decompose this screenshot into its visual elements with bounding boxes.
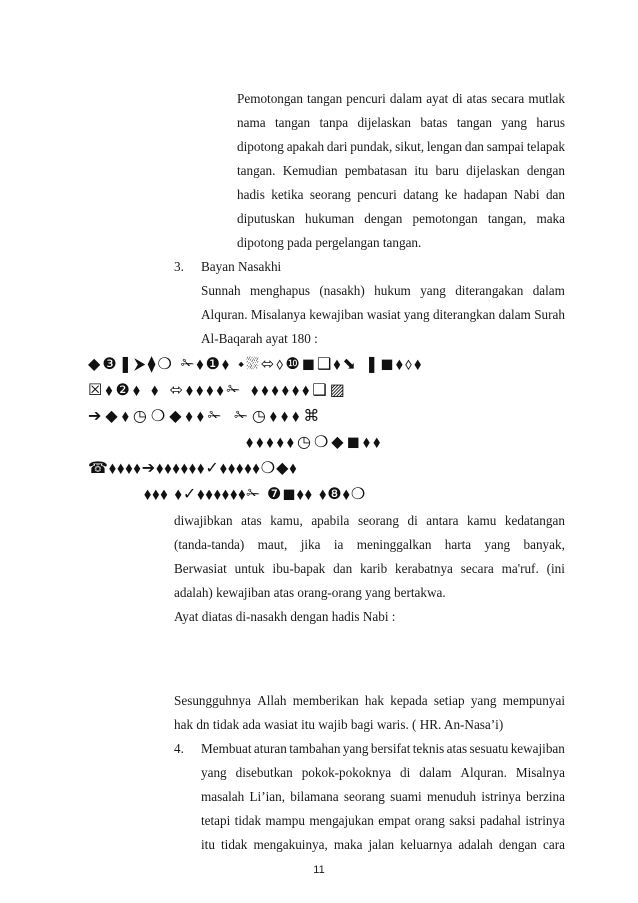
paragraph-line: Al-Baqarah ayat 180 :	[201, 331, 318, 346]
arabic-verse-line: ⬧⬧⬧⬧⬧◷❍◆◼⬧⬧	[246, 432, 384, 451]
word: menghapus	[249, 283, 311, 298]
word: mempunyai	[502, 693, 565, 708]
word: adalah	[458, 837, 493, 852]
word: atas	[466, 91, 488, 106]
word: diterangakan	[455, 283, 524, 298]
word: tidak	[234, 813, 262, 828]
paragraph-line	[201, 280, 565, 302]
word: bersifat	[370, 741, 411, 756]
word: batas	[420, 115, 448, 130]
word: lengan	[426, 139, 463, 154]
word: sesuatu	[469, 741, 509, 756]
word: dengan	[526, 163, 565, 178]
word: atas	[241, 513, 262, 528]
word: teknis	[412, 741, 445, 756]
word: suami	[390, 789, 422, 804]
word: ma'ruf.	[501, 561, 539, 576]
word: untuk	[234, 561, 265, 576]
word: kedatangan	[504, 513, 565, 528]
word: pencuri	[357, 187, 397, 202]
paragraph-line: hak dn tidak ada wasiat itu wajib bagi waris. ( HR. An-Nasa’i)	[174, 717, 504, 732]
word: empat	[378, 813, 411, 828]
word: pencuri	[346, 91, 386, 106]
word: seorang	[357, 513, 399, 528]
word: di	[407, 513, 418, 528]
paragraph-line	[237, 184, 565, 206]
word: sikut,	[395, 139, 425, 154]
word: Misalnya	[515, 765, 565, 780]
word: apakah	[286, 139, 325, 154]
arabic-verse-line: ➔◆⬧◷❍◆⬧⬧✁ ✁◷⬧⬧⬧⌘	[88, 406, 324, 425]
word: hadapan	[463, 187, 508, 202]
word: dalam	[498, 307, 531, 322]
word: atas	[446, 741, 468, 756]
word: itu	[201, 837, 215, 852]
word: seorang	[309, 187, 351, 202]
word: Sunnah	[201, 283, 241, 298]
word: tangan	[307, 91, 343, 106]
word: Sesungguhnya	[174, 693, 251, 708]
word: (ini	[546, 561, 565, 576]
word: maka	[333, 837, 363, 852]
list-number: 3.	[174, 259, 184, 274]
paragraph-line	[237, 208, 565, 230]
word: padahal	[479, 813, 521, 828]
word: menuduh	[426, 789, 477, 804]
word: apabila	[311, 513, 350, 528]
paragraph-line	[201, 810, 565, 832]
word: ke	[444, 187, 458, 202]
word: Li’ian,	[249, 789, 286, 804]
word: tangan	[456, 115, 492, 130]
word: dipotong	[237, 139, 284, 154]
paragraph-line	[174, 558, 565, 580]
word: hukuman	[305, 211, 355, 226]
word: kamu	[467, 513, 497, 528]
word: jalan	[368, 837, 395, 852]
word: di	[452, 91, 463, 106]
word: nama	[237, 115, 266, 130]
word: Nabi	[513, 187, 540, 202]
word: dari	[326, 139, 348, 154]
word: hadis	[237, 187, 265, 202]
word: itu	[414, 163, 429, 178]
word: yang	[484, 537, 511, 552]
word: pokok-pokoknya	[301, 765, 392, 780]
word: saksi	[449, 813, 476, 828]
word: dalam	[532, 283, 565, 298]
paragraph-line	[174, 534, 565, 556]
word: yang	[501, 115, 527, 130]
word: kewajiban	[510, 741, 565, 756]
word: ia	[333, 537, 344, 552]
word: karib	[360, 561, 388, 576]
word: mengakuinya,	[253, 837, 328, 852]
word: (tanda-tanda)	[174, 537, 245, 552]
word: pembatasan	[344, 163, 408, 178]
word: yang	[403, 307, 430, 322]
word: datang	[403, 187, 439, 202]
word: antara	[426, 513, 459, 528]
paragraph-line	[201, 762, 565, 784]
list-number: 4.	[174, 741, 184, 756]
word: ketika	[271, 187, 304, 202]
word: berzina	[526, 789, 565, 804]
word: Surah	[534, 307, 565, 322]
word: sampai	[486, 139, 525, 154]
word: yang	[342, 741, 369, 756]
word: keluarnya	[400, 837, 453, 852]
word: tangan.	[237, 163, 276, 178]
paragraph-line: adalah) kewajiban atas orang-orang yang bertakwa.	[174, 585, 446, 600]
word: dengan	[498, 837, 537, 852]
word: mampu	[265, 813, 305, 828]
word: Membuat	[201, 741, 252, 756]
word: mengajukan	[309, 813, 374, 828]
word: yang	[470, 693, 497, 708]
word: tanpa	[319, 115, 349, 130]
word: tetapi	[201, 813, 231, 828]
word: disebutkan	[235, 765, 293, 780]
word: (nasakh)	[319, 283, 365, 298]
word: harus	[536, 115, 565, 130]
paragraph-line: dipotong pada pergelangan tangan.	[237, 235, 422, 250]
word: banyak,	[523, 537, 565, 552]
word: dalam	[389, 91, 423, 106]
word: secara	[491, 91, 525, 106]
word: mutlak	[528, 91, 565, 106]
section-heading: Bayan Nasakhi	[201, 259, 282, 274]
word: aturan	[253, 741, 287, 756]
word: Misalanya	[250, 307, 306, 322]
word: telapak	[526, 139, 565, 154]
word: cara	[542, 837, 565, 852]
word: tangan,	[487, 211, 527, 226]
paragraph-line	[174, 510, 565, 532]
word: baru	[435, 163, 459, 178]
word: orang	[414, 813, 445, 828]
word: dalam	[419, 765, 452, 780]
word: secara	[460, 561, 494, 576]
paragraph-line	[237, 160, 565, 182]
word: dan	[333, 561, 353, 576]
word: pundak,	[350, 139, 393, 154]
word: pemotongan	[412, 211, 478, 226]
word: hak	[364, 693, 384, 708]
word: Kemudian	[282, 163, 338, 178]
word: maka	[536, 211, 565, 226]
word: yang	[420, 283, 446, 298]
word: kewajiban	[309, 307, 364, 322]
word: Alquran.	[201, 307, 248, 322]
word: memberikan	[292, 693, 359, 708]
word: tambahan	[289, 741, 341, 756]
word: tidak	[221, 837, 248, 852]
word: dan	[464, 139, 484, 154]
word: diputuskan	[237, 211, 295, 226]
word: dijelaskan	[466, 163, 520, 178]
word: kepada	[390, 693, 428, 708]
arabic-verse-line: ⬧⬧⬧ ⬧✓⬧⬧⬧⬧⬧⬧✁ ❼◼⬧⬧ ⬧❽⬧❍	[144, 484, 367, 503]
word: bilamana	[290, 789, 339, 804]
word: dengan	[364, 211, 403, 226]
word: Alquran.	[460, 765, 507, 780]
word: kamu,	[270, 513, 303, 528]
word: wasiat	[366, 307, 401, 322]
paragraph-line	[174, 690, 565, 712]
word: kerabatnya	[395, 561, 453, 576]
word: Pemotongan	[237, 91, 303, 106]
word: meninggalkan	[356, 537, 432, 552]
word: Allah	[257, 693, 287, 708]
word: hukum	[374, 283, 411, 298]
page-number: 11	[313, 864, 325, 876]
word: istrinya	[525, 813, 565, 828]
paragraph-line	[201, 738, 565, 760]
word: ayat	[426, 91, 449, 106]
word: istrinya	[481, 789, 521, 804]
word: jika	[300, 537, 321, 552]
paragraph-line: Ayat diatas di-nasakh dengan hadis Nabi :	[174, 609, 396, 624]
word: yang	[201, 765, 227, 780]
word: ibu-bapak	[272, 561, 326, 576]
word: setiap	[433, 693, 465, 708]
paragraph-line	[237, 112, 565, 134]
word: diterangkan	[432, 307, 496, 322]
paragraph-line	[237, 88, 565, 110]
paragraph-line	[201, 786, 565, 808]
word: dijelaskan	[357, 115, 411, 130]
arabic-verse-line: ☒⬧❷⬧ ⬧ ⬄⬧⬧⬧⬧✁ ⬧⬧⬧⬧⬧⬧❑▨	[88, 380, 348, 399]
word: tangan	[274, 115, 311, 130]
paragraph-line	[201, 304, 565, 326]
word: maut,	[257, 537, 288, 552]
word: harta	[444, 537, 472, 552]
paragraph-line	[237, 136, 565, 158]
word: masalah	[201, 789, 245, 804]
paragraph-line	[201, 834, 565, 856]
word: seorang	[343, 789, 385, 804]
word: Berwasiat	[174, 561, 227, 576]
word: di	[400, 765, 411, 780]
word: diwajibkan	[174, 513, 233, 528]
word: dan	[545, 187, 565, 202]
arabic-verse-line: ◆❸❚⮞⧫❍ ✁⬧❶⬧ ⬩⛆⬄⬨❿◼❑⬧⬊ ❚◼⬧⬨⬧	[88, 354, 424, 373]
arabic-verse-line: ☎⬧⬧⬧⬧➔⬧⬧⬧⬧⬧⬧✓⬧⬧⬧⬧⬧❍◆⬧	[88, 458, 298, 477]
